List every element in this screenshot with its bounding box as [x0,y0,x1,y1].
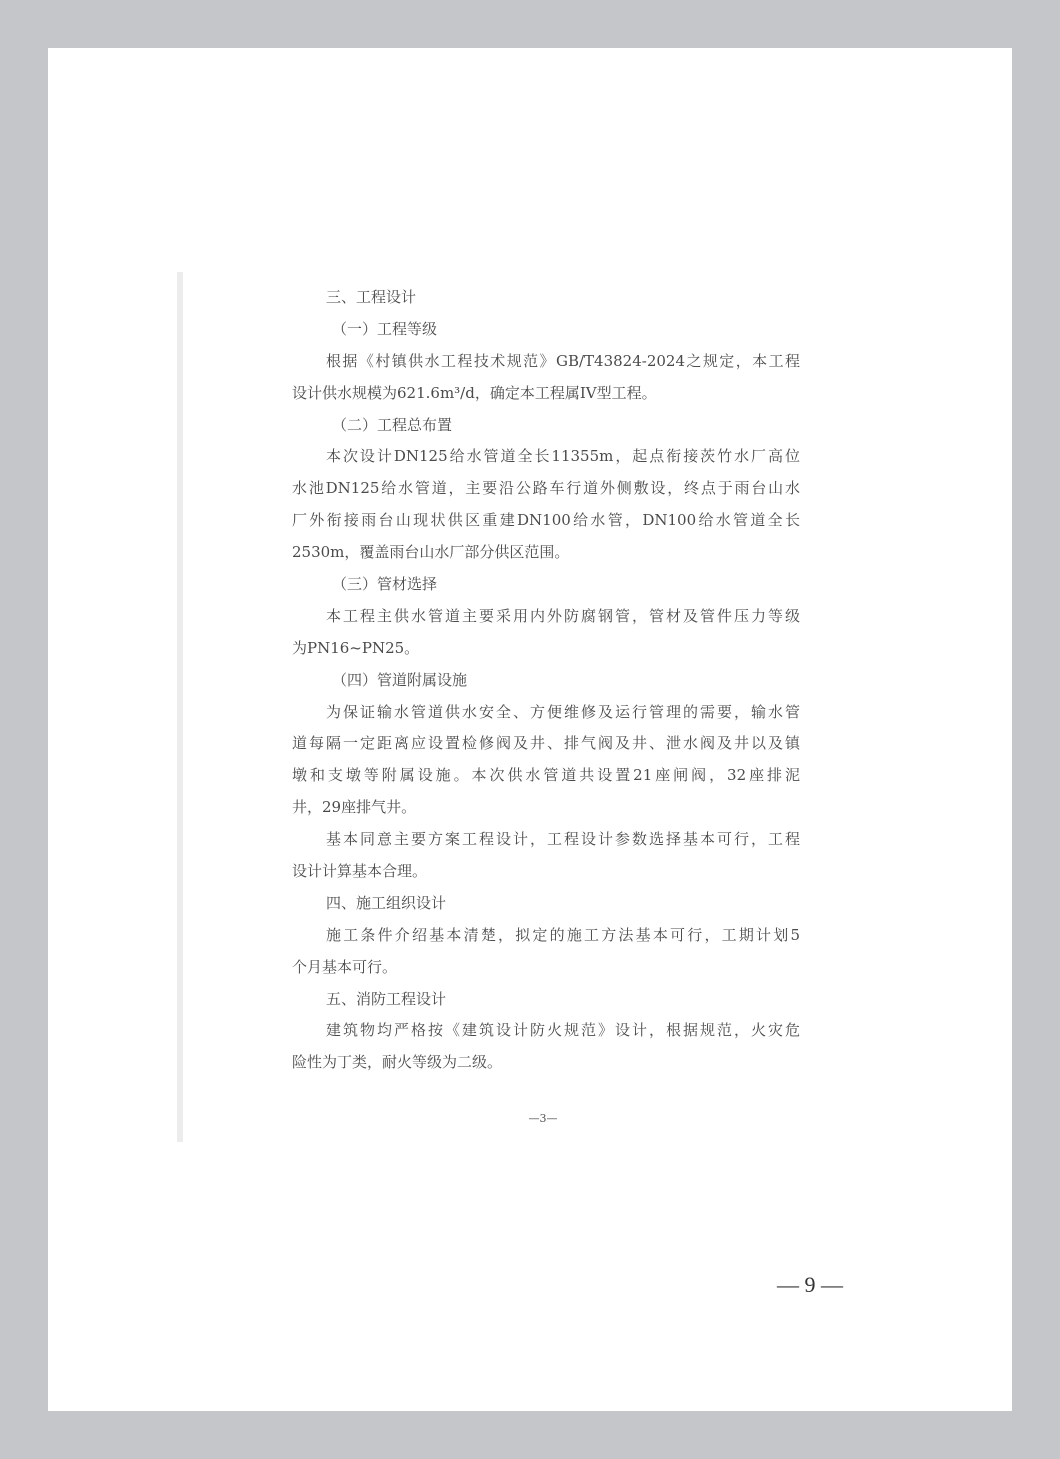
paragraph-line: 2530m，覆盖雨台山水厂部分供区范围。 [292,543,570,562]
subsection-heading-grade: （一）工程等级 [332,319,438,338]
paragraph-line: 险性为丁类，耐火等级为二级。 [292,1053,503,1072]
paragraph-line: 墩和支墩等附属设施。本次供水管道共设置21座闸阀，32座排泥 [292,766,800,785]
subsection-heading-ancillary-facilities: （四）管道附属设施 [332,670,468,689]
paragraph-line: 本次设计DN125给水管道全长11355m，起点衔接茨竹水厂高位 [326,447,800,466]
paragraph-line: 水池DN125给水管道，主要沿公路车行道外侧敷设，终点于雨台山水 [292,479,800,498]
paragraph-line: 根据《村镇供水工程技术规范》GB/T43824-2024之规定，本工程 [326,351,800,370]
paragraph-line: 设计供水规模为621.6m³/d，确定本工程属IV型工程。 [292,383,657,402]
section-heading-fire-protection: 五、消防工程设计 [326,989,447,1008]
paragraph-line: 为PN16~PN25。 [292,638,420,657]
subsection-heading-pipe-material: （三）管材选择 [332,575,438,594]
section-heading-construction: 四、施工组织设计 [326,893,447,912]
scan-edge-shadow [177,272,183,1142]
section-heading-engineering-design: 三、工程设计 [326,288,417,306]
paragraph-line: 为保证输水管道供水安全、方便维修及运行管理的需要，输水管 [326,702,800,721]
paragraph-line: 设计计算基本合理。 [292,862,428,881]
inner-page-number: —3— [528,1112,558,1125]
paragraph-line: 个月基本可行。 [292,957,398,976]
subsection-heading-layout: （二）工程总布置 [332,415,453,434]
paragraph-line: 本工程主供水管道主要采用内外防腐钢管，管材及管件压力等级 [326,606,800,625]
paragraph-line: 建筑物均严格按《建筑设计防火规范》设计，根据规范，火灾危 [326,1021,800,1040]
page-number: — 9 — [777,1272,843,1297]
paragraph-line: 厂外衔接雨台山现状供区重建DN100给水管，DN100给水管道全长 [292,511,800,530]
document-body [292,282,800,1079]
paragraph-line: 基本同意主要方案工程设计，工程设计参数选择基本可行，工程 [326,830,800,849]
paragraph-line: 施工条件介绍基本清楚，拟定的施工方法基本可行，工期计划5 [326,925,800,944]
paragraph-line: 井，29座排气井。 [292,798,417,817]
paragraph-line: 道每隔一定距离应设置检修阀及井、排气阀及井、泄水阀及井以及镇 [292,734,800,753]
